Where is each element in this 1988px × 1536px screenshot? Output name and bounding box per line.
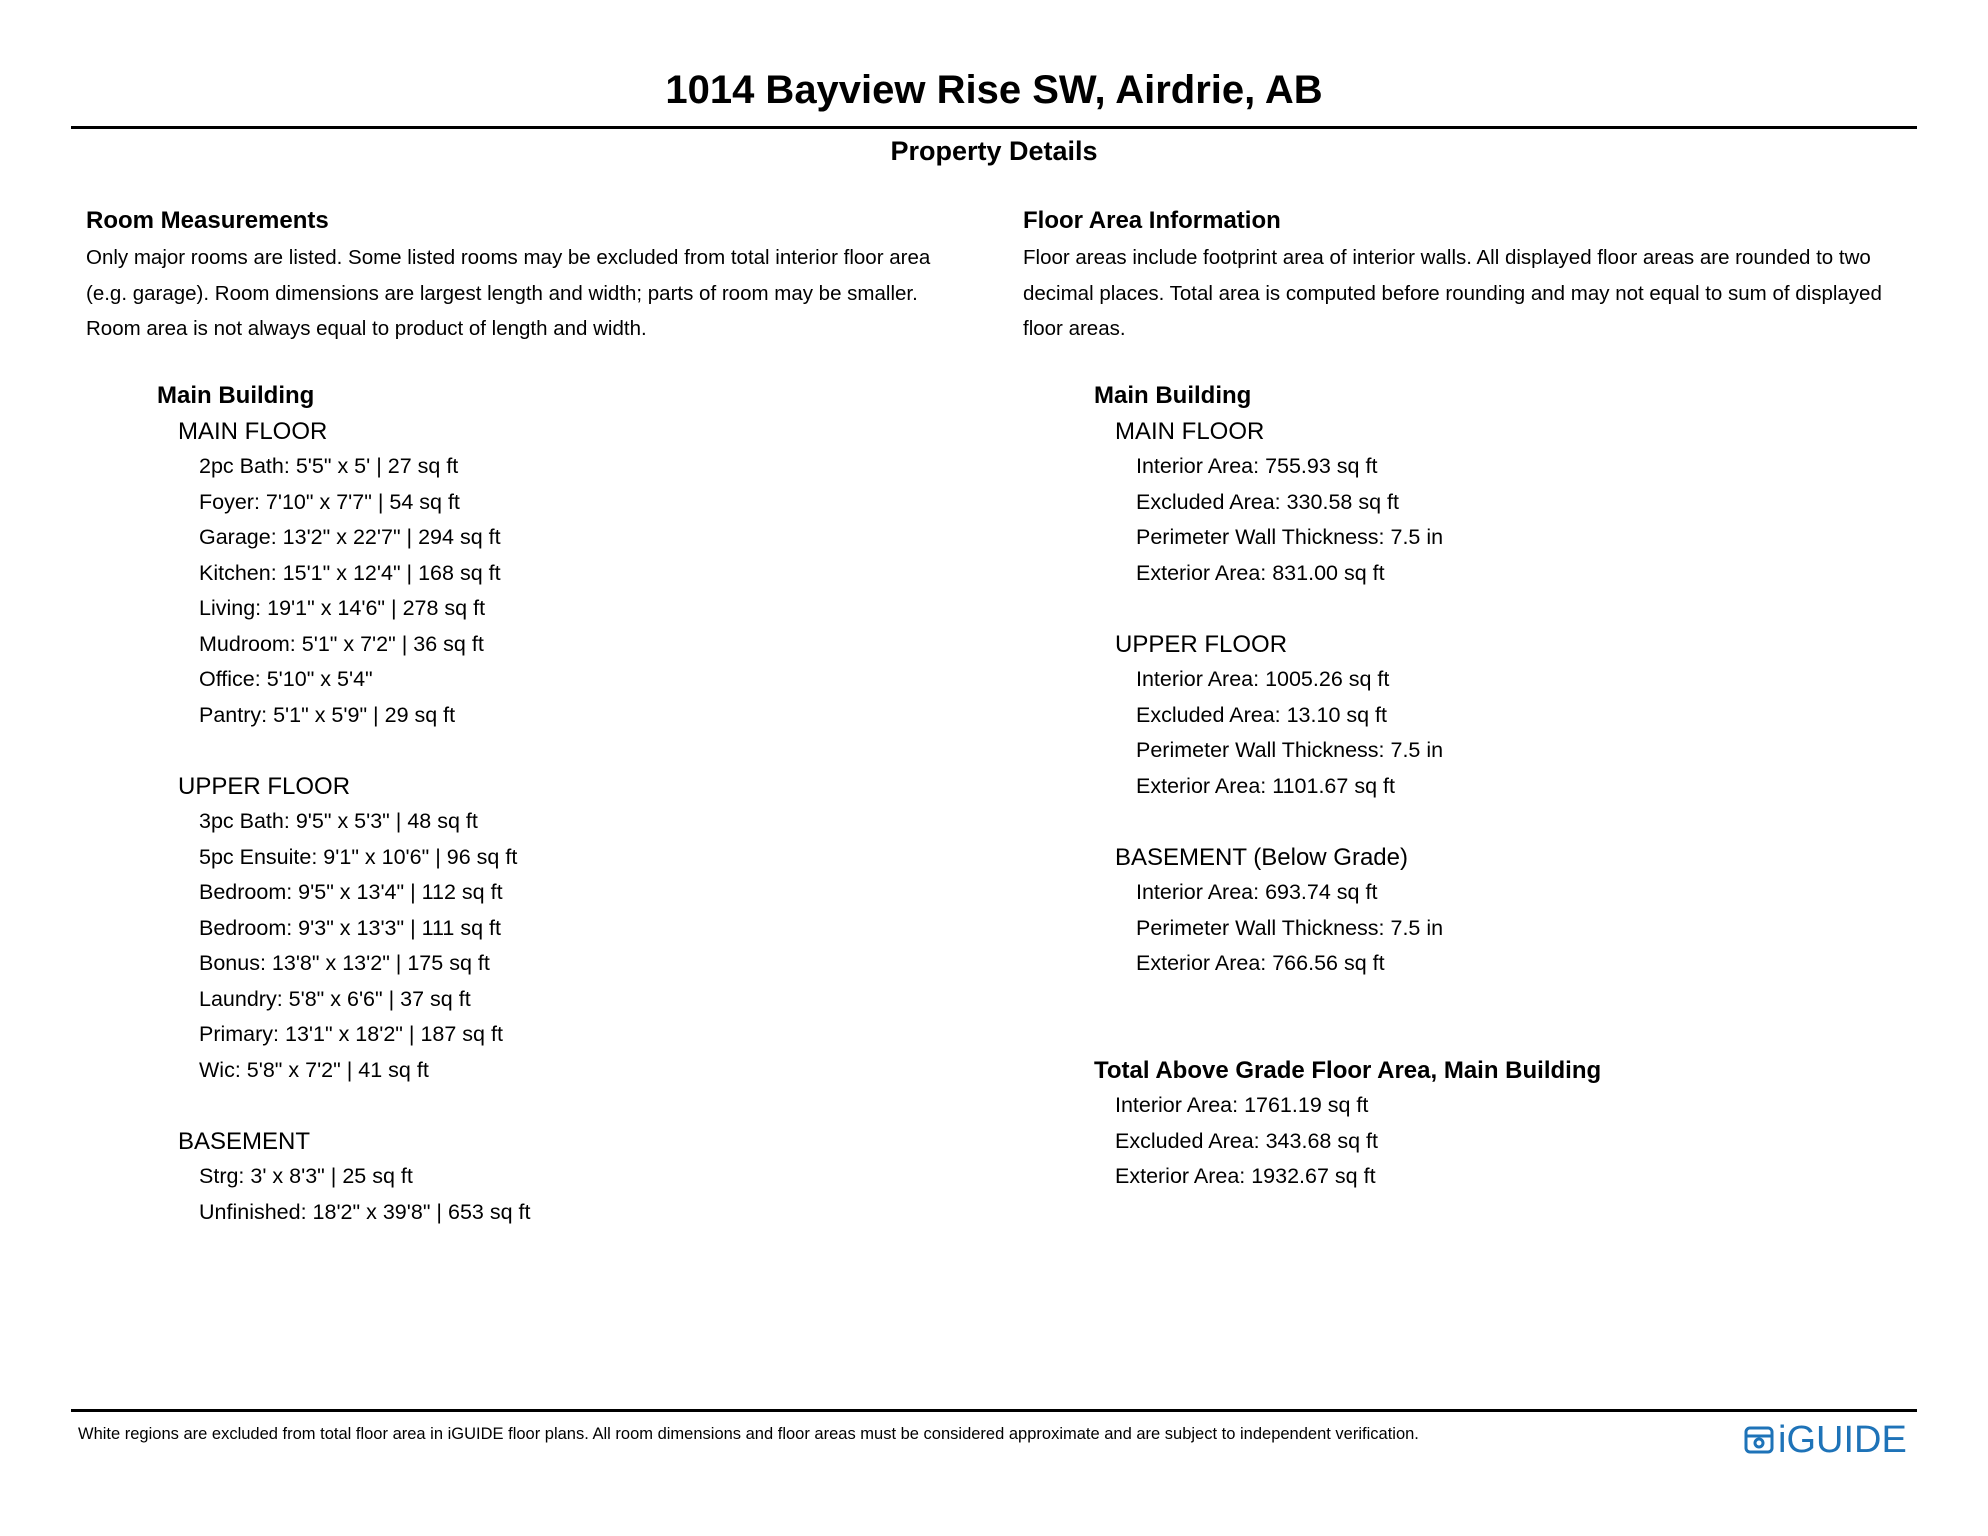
room-item: Kitchen: 15'1" x 12'4" | 168 sq ft (199, 560, 501, 585)
iguide-logo (1744, 1420, 1907, 1460)
room-item: Primary: 13'1" x 18'2" | 187 sq ft (199, 1022, 503, 1046)
room-item: Mudroom: 5'1" x 7'2" | 36 sq ft (199, 631, 484, 656)
room-item: 3pc Bath: 9'5" x 5'3" | 48 sq ft (199, 809, 478, 833)
area-item: Interior Area: 755.93 sq ft (1136, 454, 1378, 478)
description-line: (e.g. garage). Room dimensions are largest length and width; parts of room may be smaller. (86, 281, 918, 305)
floor-label-basement: BASEMENT (Below Grade) (1115, 843, 1408, 871)
area-item: Interior Area: 693.74 sq ft (1136, 880, 1378, 904)
floor-area-heading: Floor Area Information (1023, 207, 1281, 234)
footer-disclaimer: White regions are excluded from total floor area in iGUIDE floor plans. All room dimensions and floor areas must be considered approximate and are subject to independent verification. (78, 1425, 1419, 1443)
header-divider (71, 126, 1917, 129)
spacer (1023, 804, 1928, 840)
room-item: Bonus: 13'8" x 13'2" | 175 sq ft (199, 951, 490, 975)
total-area-item: Exterior Area: 1932.67 sq ft (1115, 1164, 1376, 1188)
room-item: Strg: 3' x 8'3" | 25 sq ft (199, 1164, 413, 1188)
total-area-item: Interior Area: 1761.19 sq ft (1115, 1093, 1369, 1117)
description-line: floor areas. (1023, 317, 1126, 340)
spacer (1023, 591, 1928, 627)
area-item: Excluded Area: 330.58 sq ft (1136, 489, 1399, 514)
floor-label-upper: UPPER FLOOR (178, 772, 351, 800)
page-title: 1014 Bayview Rise SW, Airdrie, AB (665, 68, 1323, 112)
page-subtitle: Property Details (890, 136, 1098, 166)
area-item: Exterior Area: 1101.67 sq ft (1136, 773, 1395, 798)
floor-area-section (1023, 206, 1928, 1195)
floor-label-main: MAIN FLOOR (178, 417, 328, 445)
room-item: Wic: 5'8" x 7'2" | 41 sq ft (199, 1057, 429, 1082)
logo-text: iGUIDE (1778, 1419, 1907, 1461)
floor-area-description (1023, 240, 1928, 346)
area-item: Perimeter Wall Thickness: 7.5 in (1136, 738, 1444, 762)
room-item: 5pc Ensuite: 9'1" x 10'6" | 96 sq ft (199, 844, 518, 869)
spacer (86, 733, 986, 769)
footer-divider (71, 1409, 1917, 1412)
floor-label-basement: BASEMENT (178, 1127, 311, 1155)
room-item: Garage: 13'2" x 22'7" | 294 sq ft (199, 525, 501, 549)
room-measurements-description (86, 240, 986, 346)
spacer (86, 1088, 986, 1124)
room-item: Pantry: 5'1" x 5'9" | 29 sq ft (199, 702, 456, 727)
area-item: Excluded Area: 13.10 sq ft (1136, 702, 1387, 727)
description-line: Only major rooms are listed. Some listed rooms may be excluded from total interior floor area (86, 246, 931, 269)
description-line: Floor areas include footprint area of interior walls. All displayed floor areas are rounded to two (1023, 246, 1871, 269)
room-measurements-heading: Room Measurements (86, 207, 329, 234)
floor-label-main: MAIN FLOOR (1115, 417, 1265, 445)
area-item: Exterior Area: 766.56 sq ft (1136, 951, 1385, 975)
room-item: 2pc Bath: 5'5" x 5' | 27 sq ft (199, 454, 459, 478)
camera-box-icon (1744, 1425, 1774, 1455)
room-measurements-section (86, 206, 986, 1230)
floor-label-upper: UPPER FLOOR (1115, 630, 1288, 658)
area-item: Interior Area: 1005.26 sq ft (1136, 667, 1390, 691)
area-item: Exterior Area: 831.00 sq ft (1136, 560, 1385, 585)
room-item: Living: 19'1" x 14'6" | 278 sq ft (199, 596, 486, 620)
room-item: Unfinished: 18'2" x 39'8" | 653 sq ft (199, 1199, 531, 1224)
description-line: Room area is not always equal to product of length and width. (86, 317, 647, 340)
room-item: Bedroom: 9'5" x 13'4" | 112 sq ft (199, 880, 503, 904)
room-item: Laundry: 5'8" x 6'6" | 37 sq ft (199, 986, 471, 1011)
total-area-heading: Total Above Grade Floor Area, Main Building (1094, 1056, 1602, 1084)
area-item: Perimeter Wall Thickness: 7.5 in (1136, 915, 1444, 940)
total-area-item: Excluded Area: 343.68 sq ft (1115, 1128, 1378, 1153)
room-item: Bedroom: 9'3" x 13'3" | 111 sq ft (199, 915, 501, 940)
room-item: Foyer: 7'10" x 7'7" | 54 sq ft (199, 489, 460, 514)
description-line: decimal places. Total area is computed before rounding and may not equal to sum of displayed (1023, 281, 1882, 305)
spacer (1023, 982, 1928, 1053)
area-item: Perimeter Wall Thickness: 7.5 in (1136, 525, 1444, 549)
room-item: Office: 5'10" x 5'4" (199, 667, 373, 691)
building-label: Main Building (157, 382, 315, 409)
building-label: Main Building (1094, 382, 1252, 409)
